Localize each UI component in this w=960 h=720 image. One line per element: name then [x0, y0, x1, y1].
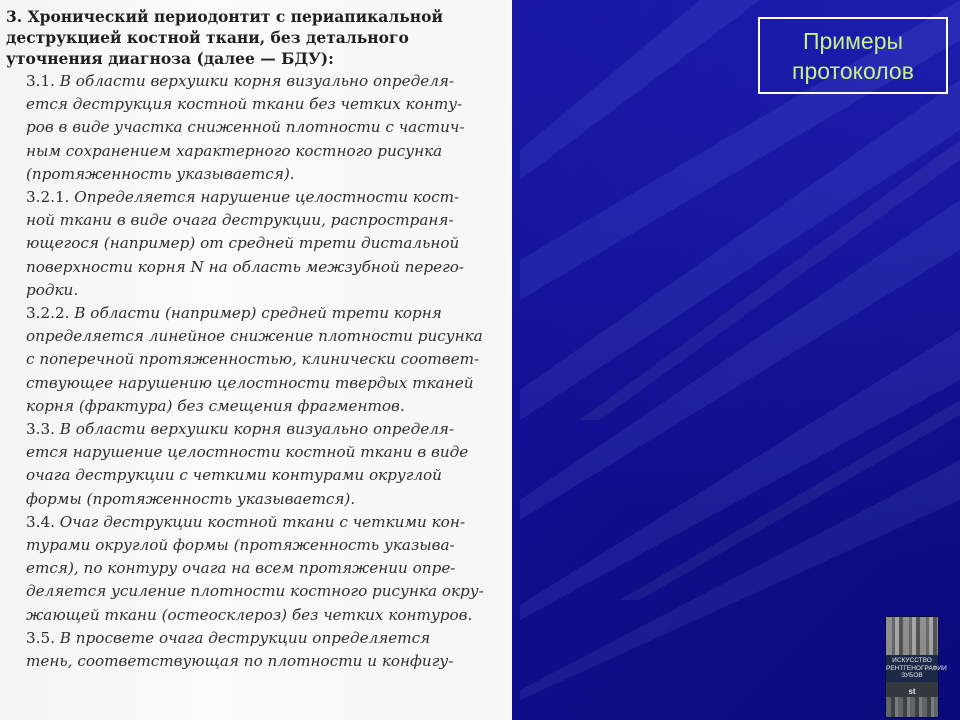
- book-title: ИСКУССТВО РЕНТГЕНОГРАФИИ ЗУБОВ: [886, 655, 938, 682]
- book-cover-image: [886, 617, 947, 717]
- paragraph-text: В области (например) средней трети корня определяется линейное снижение плотности рисунка с поперечной протяженностью, клинически соответ- ствующее нарушению целостности твердых тканей корня (фрактура) без смещения фрагментов.: [26, 304, 483, 415]
- slide-title-box: [758, 17, 948, 94]
- paragraph-3-2-1: [6, 186, 502, 302]
- paragraph-3-3: [6, 418, 502, 511]
- paragraph-text: Очаг деструкции костной ткани с четкими кон- турами округлой формы (протяженность указыва- ется), по контуру очага на всем протяжении опре- деляется усиление плотности костного рисунка окру- жающей ткани (остеосклероз) без четких контуров.: [26, 512, 484, 624]
- paragraph-number: 3.3.: [26, 420, 55, 439]
- paragraph-text: Определяется нарушение целостности кост- ной ткани в виде очага деструкции, распространя- ющегося (например) от средней трети дистальной поверхности корня N на область межзубной перего- родки.: [26, 188, 465, 299]
- document-heading: 3. Хронический периодонтит с периапикальной деструкцией костной ткани, без детального уточнения диагноза (далее — БДУ):: [6, 7, 443, 68]
- paragraph-number: 3.5.: [26, 628, 55, 647]
- slide-title: Примеры протоколов: [792, 27, 914, 84]
- paragraph-3-5: [6, 627, 502, 673]
- book-publisher-logo: st: [908, 687, 916, 696]
- book-cover-bottom-photos: [886, 697, 938, 717]
- paragraph-number: 3.2.1.: [26, 188, 70, 207]
- book-cover-photos: [886, 617, 938, 657]
- paragraph-3-2-2: [6, 302, 502, 418]
- paragraph-text: В просвете очага деструкции определяется тень, соответствующая по плотности и конфигу-: [26, 628, 454, 671]
- paragraph-number: 3.2.2.: [26, 304, 70, 323]
- paragraph-text: В области верхушки корня визуально определя- ется деструкция костной ткани без четких конту- ров в виде участка сниженной плотности с частич- ным сохранением характерного костного рисунка (протяженность указывается).: [26, 72, 465, 183]
- paragraph-3-4: [6, 511, 502, 627]
- paragraph-number: 3.1.: [26, 72, 55, 90]
- paragraph-3-1: [6, 70, 502, 186]
- paragraph-number: 3.4.: [26, 512, 55, 531]
- paragraph-text: В области верхушки корня визуально определя- ется нарушение целостности костной ткани в виде очага деструкции с четкими контурами округлой формы (протяженность указывается).: [26, 420, 469, 508]
